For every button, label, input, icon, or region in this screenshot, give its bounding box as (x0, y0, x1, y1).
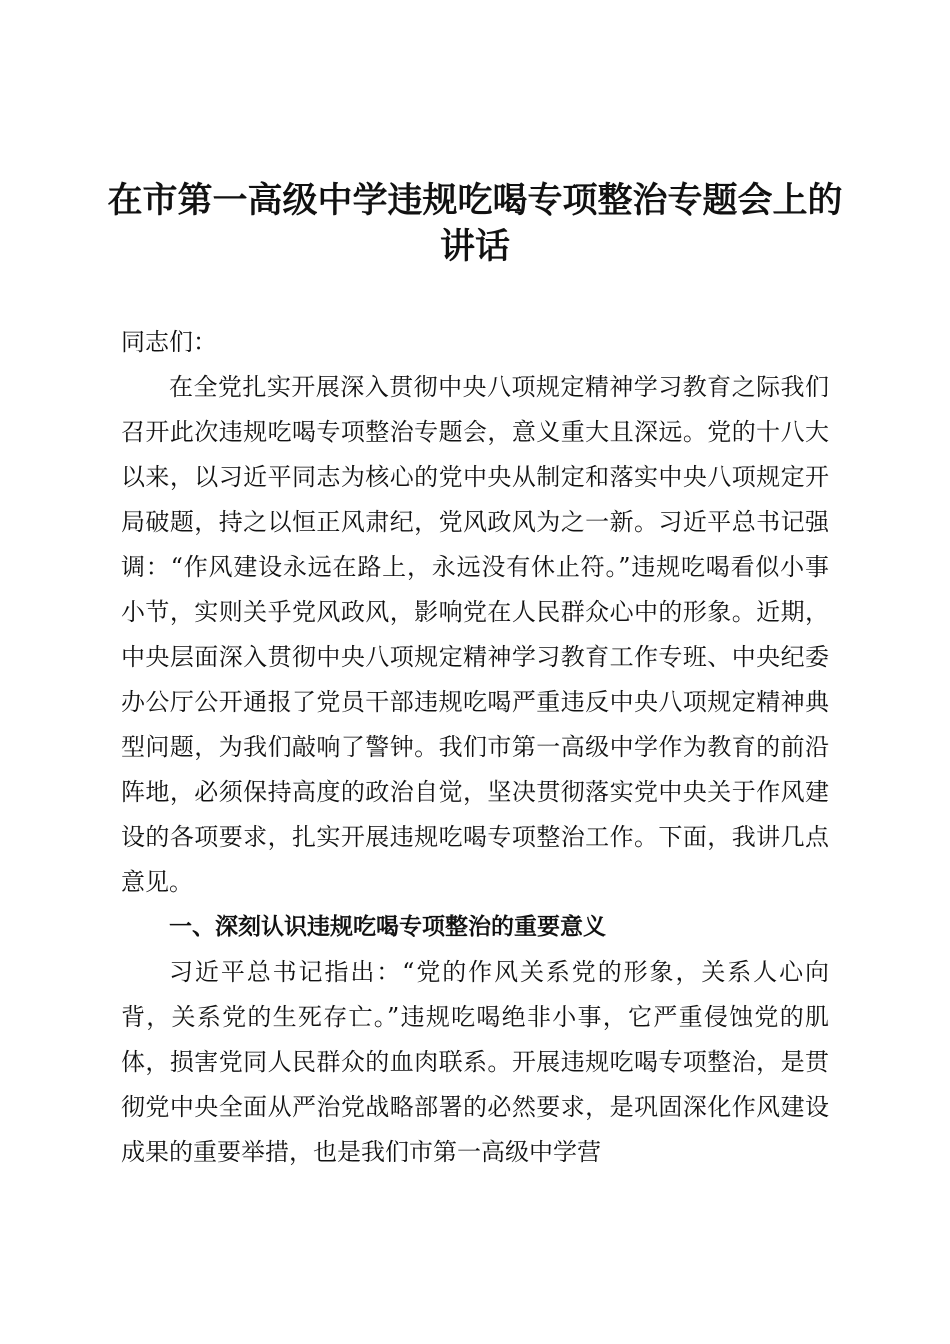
salutation: 同志们： (121, 328, 217, 356)
document-title: 在市第一高级中学违规吃喝专项整治专题会上的讲话 (107, 180, 843, 267)
section-heading: 一、深刻认识违规吃喝专项整治的重要意义 (169, 914, 606, 940)
intro-paragraph: 在全党扎实开展深入贯彻中央八项规定精神学习教育之际我们召开此次违规吃喝专项整治专题会，意义重大且深远。党的十八大以来，以习近平同志为核心的党中央从制定和落实中央八项规定开局破题，持之以恒正风肃纪，党风政风为之一新。习近平总书记强调：“作风建设永远在路上，永远没有休止符。”违规吃喝看似小事小节，实则关乎党风政风，影响党在人民群众心中的形象。近期，中央层面深入贯彻中央八项规定精神学习教育工作专班、中央纪委办公厅公开通报了党员干部违规吃喝严重违反中央八项规定精神典型问题，为我们敲响了警钟。我们市第一高级中学作为教育的前沿阵地，必须保持高度的政治自觉，坚决贯彻落实党中央关于作风建设的各项要求，扎实开展违规吃喝专项整治工作。下面，我讲几点意见。 (121, 373, 829, 896)
section-paragraph: 习近平总书记指出：“党的作风关系党的形象，关系人心向背，关系党的生死存亡。”违规吃喝绝非小事，它严重侵蚀党的肌体，损害党同人民群众的血肉联系。开展违规吃喝专项整治，是贯彻党中央全面从严治党战略部署的必然要求，是巩固深化作风建设成果的重要举措，也是我们市第一高级中学营 (121, 958, 829, 1166)
document-body (121, 320, 829, 1175)
